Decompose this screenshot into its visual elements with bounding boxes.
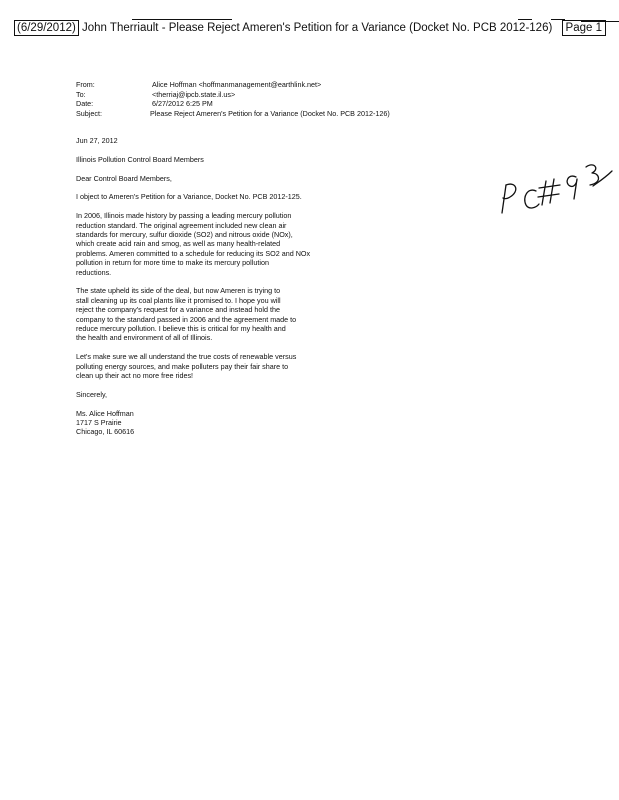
paragraph-line: standards for mercury, sulfur dioxide (SO2) and nitrous oxide (NOx), — [76, 230, 293, 239]
meta-from-value: Alice Hoffman <hoffmanmanagement@earthlink.net> — [152, 80, 322, 89]
meta-date-value: 6/27/2012 6:25 PM — [152, 99, 213, 109]
meta-date-label: Date: — [76, 99, 94, 109]
paragraph-line: polluting energy sources, and make polluters pay their fair share to — [76, 361, 289, 371]
meta-to-value: <therriaj@ipcb.state.il.us> — [152, 89, 236, 99]
document-header — [14, 20, 606, 38]
paragraph-line: The state upheld its side of the deal, but now Ameren is trying to — [76, 286, 281, 296]
paragraph-line: problems. Ameren committed to a schedule for reducing its SO2 and NOx — [76, 248, 311, 258]
letter-signature — [76, 409, 366, 437]
signature-line: Ms. Alice Hoffman — [76, 408, 134, 418]
meta-date-row — [76, 99, 390, 109]
meta-subject-value: Please Reject Ameren's Petition for a Variance (Docket No. PCB 2012-126) — [150, 108, 390, 118]
paragraph-line: In 2006, Illinois made history by passing a leading mercury pollution — [76, 211, 292, 221]
meta-from-row — [76, 80, 390, 90]
letter-paragraph-2 — [76, 211, 366, 277]
letter-recipient: Illinois Pollution Control Board Members — [76, 154, 204, 164]
meta-from-label: From: — [76, 80, 95, 89]
letter-closing: Sincerely, — [76, 389, 108, 399]
paragraph-line: reject the company's request for a variance and instead hold the — [76, 305, 280, 315]
paragraph-line: stall cleaning up its coal plants like it promised to. I hope you will — [76, 295, 281, 305]
paragraph-line: the health and environment of all of Illinois. — [76, 333, 213, 343]
paragraph-line: company to the standard passed in 2006 and the agreement made to — [76, 314, 297, 324]
paragraph-line: reduction standard. The original agreement included new clean air — [76, 220, 287, 230]
signature-line: Chicago, IL 60616 — [76, 427, 135, 437]
paragraph-line: which create acid rain and smog, as well as many health-related — [76, 239, 281, 249]
handwritten-stamp — [490, 155, 615, 225]
header-rule — [518, 19, 532, 20]
paragraph-line: reductions. — [76, 267, 112, 277]
meta-subject-label: Subject: — [76, 108, 102, 118]
letter-paragraph-4 — [76, 352, 366, 380]
paragraph-line: reduce mercury pollution. I believe this is critical for my health and — [76, 324, 286, 334]
paragraph-line: clean up their act no more free rides! — [76, 371, 194, 381]
paragraph-line: Let's make sure we all understand the true costs of renewable versus — [76, 352, 297, 362]
letter-date: Jun 27, 2012 — [76, 136, 118, 145]
paragraph-line: pollution in return for more time to make its mercury pollution — [76, 258, 269, 268]
page-number: Page 1 — [562, 20, 606, 36]
letter-body — [76, 136, 366, 437]
letter-paragraph-3 — [76, 286, 366, 342]
meta-to-label: To: — [76, 89, 86, 99]
meta-to-row — [76, 90, 390, 100]
header-date: (6/29/2012) — [14, 20, 79, 36]
email-meta — [76, 80, 390, 118]
letter-paragraph-1: I object to Ameren's Petition for a Variance, Docket No. PCB 2012-125. — [76, 192, 302, 202]
header-rule — [132, 19, 232, 20]
header-title: John Therriault - Please Reject Ameren's Petition for a Variance (Docket No. PCB 2012-126) — [82, 22, 553, 34]
signature-line: 1717 S Prairie — [76, 418, 122, 428]
letter-salutation: Dear Control Board Members, — [76, 173, 172, 183]
meta-subject-row — [76, 109, 390, 119]
